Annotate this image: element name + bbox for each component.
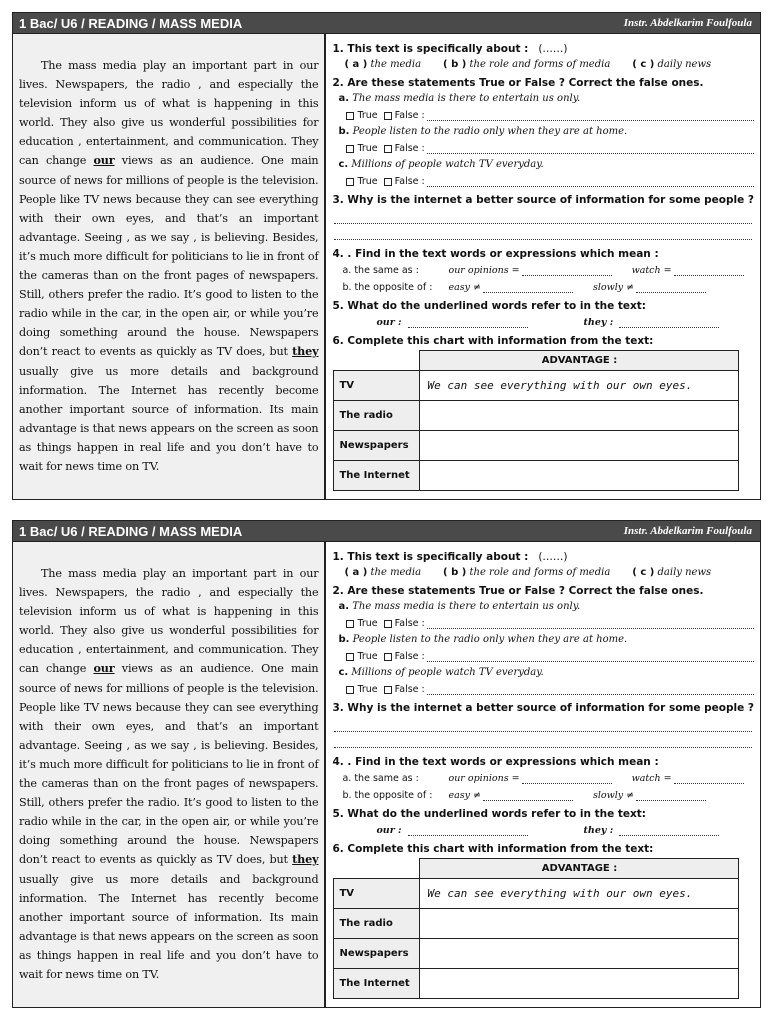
underlined-word-our: our [93,661,115,676]
statement-c: c. Millions of people watch TV everyday. [338,159,544,170]
chart-cell[interactable] [420,969,739,999]
chart-cell[interactable] [420,939,739,969]
chart-row-label: TV [334,879,420,909]
question-5: 5. What do the underlined words refer to in the text: [332,300,646,312]
false-checkbox[interactable] [384,145,392,153]
chart-row-label: The radio [334,401,420,431]
worksheet-bottom [12,520,761,1008]
answer-blank[interactable]: (……) [538,43,568,55]
chart-cell[interactable] [420,909,739,939]
answer-line[interactable] [334,208,752,224]
true-checkbox[interactable] [346,653,354,661]
statement-c: c. Millions of people watch TV everyday. [338,667,544,678]
statement-a: a. The mass media is there to entertain us only. [338,601,581,612]
vocab-row-b: b. the opposite of : easy ≠ slowly ≠ [332,279,754,296]
question-1: 1. This text is specifically about : (……) [332,43,568,55]
true-false-a: True False : [332,107,754,124]
reference-row: our : they : [332,314,754,331]
answer-blank[interactable]: (……) [538,551,568,563]
correction-line[interactable] [427,652,754,662]
reference-row: our : they : [332,822,754,839]
true-checkbox[interactable] [346,145,354,153]
true-false-c: True False : [332,173,754,190]
answer-line[interactable] [334,716,752,732]
option-b[interactable]: ( b ) the role and forms of media [443,59,611,70]
advantage-header: ADVANTAGE : [420,859,739,879]
answer-line[interactable] [483,283,573,293]
chart-cell[interactable]: We can see everything with our own eyes. [420,879,739,909]
correction-line[interactable] [427,111,754,121]
correction-line[interactable] [427,144,754,154]
option-c[interactable]: ( c ) daily news [632,567,712,578]
advantage-chart [333,858,739,999]
answer-line[interactable] [522,266,612,276]
correction-line[interactable] [427,177,754,187]
question-4: 4. . Find in the text words or expressions which mean : [332,756,659,768]
underlined-word-they: they [292,852,319,867]
answer-line[interactable] [522,774,612,784]
question-1-options [332,565,754,581]
answer-line[interactable] [334,224,752,240]
chart-row-label: Newspapers [334,431,420,461]
false-checkbox[interactable] [384,653,392,661]
question-5: 5. What do the underlined words refer to in the text: [332,808,646,820]
instructor-name: Instr. Abdelkarim Foulfoula [623,17,752,29]
option-c[interactable]: ( c ) daily news [632,59,712,70]
question-2: 2. Are these statements True or False ? Correct the false ones. [332,585,704,597]
statement-b: b. People listen to the radio only when they are at home. [338,634,628,645]
chart-row-label: The Internet [334,969,420,999]
worksheet-header [12,520,761,542]
option-a[interactable]: ( a ) the media [344,59,422,70]
true-false-a: True False : [332,615,754,632]
answer-line[interactable] [674,266,744,276]
question-6: 6. Complete this chart with information from the text: [332,335,654,347]
vocab-row-a: a. the same as : our opinions = watch = [332,770,754,787]
worksheet-title: 1 Bac/ U6 / READING / MASS MEDIA [19,523,243,539]
advantage-header: ADVANTAGE : [420,351,739,371]
questions-panel [326,542,760,1007]
false-checkbox[interactable] [384,686,392,694]
vocab-row-b: b. the opposite of : easy ≠ slowly ≠ [332,787,754,804]
answer-line[interactable] [334,732,752,748]
chart-row-label: The radio [334,909,420,939]
chart-row-label: TV [334,371,420,401]
true-checkbox[interactable] [346,686,354,694]
reading-text: The mass media play an important part in our lives. Newspapers, the radio , and especially the television inform us of what is happening in this world. They also give us wonderful possibilities for education , entertainment, and communication. They can change our views as an audience. One main source of news for millions of people is the television. People like TV news because they can see everything with their own eyes, and that’s an important advantage. Seeing , as we say , is believing. Besides, it’s much more difficult for politicians to lie in front of the cameras than on the front pages of newspapers. Still, others prefer the radio. It’s good to listen to the radio while in the car, in the open air, or while you’re doing something around the house. Newspapers don’t react to events as quickly as TV does, but they usually give us more details and background information. The Internet has recently become another important source of information. Its main advantage is that news appears on the screen as soon as things happen in real life and you don’t have to wait for news time on TV. [19,59,319,473]
reading-passage [13,34,326,499]
question-1-options [332,57,754,73]
chart-cell[interactable] [420,461,739,491]
answer-line[interactable] [408,826,528,836]
questions-panel [326,34,760,499]
question-4: 4. . Find in the text words or expressions which mean : [332,248,659,260]
option-a[interactable]: ( a ) the media [344,567,422,578]
correction-line[interactable] [427,619,754,629]
vocab-row-a: a. the same as : our opinions = watch = [332,262,754,279]
answer-line[interactable] [619,318,719,328]
answer-line[interactable] [674,774,744,784]
reading-text: The mass media play an important part in our lives. Newspapers, the radio , and especially the television inform us of what is happening in this world. They also give us wonderful possibilities for education , entertainment, and communication. They can change our views as an audience. One main source of news for millions of people is the television. People like TV news because they can see everything with their own eyes, and that’s an important advantage. Seeing , as we say , is believing. Besides, it’s much more difficult for politicians to lie in front of the cameras than on the front pages of newspapers. Still, others prefer the radio. It’s good to listen to the radio while in the car, in the open air, or while you’re doing something around the house. Newspapers don’t react to events as quickly as TV does, but they usually give us more details and background information. The Internet has recently become another important source of information. Its main advantage is that news appears on the screen as soon as things happen in real life and you don’t have to wait for news time on TV. [19,567,319,981]
worksheet-header [12,12,761,34]
chart-cell[interactable] [420,431,739,461]
question-2: 2. Are these statements True or False ? Correct the false ones. [332,77,704,89]
question-1: 1. This text is specifically about : (……) [332,551,568,563]
option-b[interactable]: ( b ) the role and forms of media [443,567,611,578]
statement-b: b. People listen to the radio only when they are at home. [338,126,628,137]
chart-row-label: The Internet [334,461,420,491]
underlined-word-our: our [93,153,115,168]
answer-line[interactable] [636,791,706,801]
true-false-b: True False : [332,648,754,665]
underlined-word-they: they [292,344,319,359]
correction-line[interactable] [427,685,754,695]
false-checkbox[interactable] [384,112,392,120]
reading-passage [13,542,326,1007]
chart-row-label: Newspapers [334,939,420,969]
true-false-b: True False : [332,140,754,157]
worksheet-title: 1 Bac/ U6 / READING / MASS MEDIA [19,15,243,31]
advantage-chart [333,350,739,491]
true-checkbox[interactable] [346,620,354,628]
true-checkbox[interactable] [346,112,354,120]
chart-cell[interactable]: We can see everything with our own eyes. [420,371,739,401]
answer-line[interactable] [619,826,719,836]
question-3: 3. Why is the internet a better source of information for some people ? [332,702,754,714]
question-3: 3. Why is the internet a better source of information for some people ? [332,194,754,206]
false-checkbox[interactable] [384,178,392,186]
answer-line[interactable] [408,318,528,328]
instructor-name: Instr. Abdelkarim Foulfoula [623,525,752,537]
false-checkbox[interactable] [384,620,392,628]
question-6: 6. Complete this chart with information from the text: [332,843,654,855]
true-false-c: True False : [332,681,754,698]
answer-line[interactable] [483,791,573,801]
true-checkbox[interactable] [346,178,354,186]
answer-line[interactable] [636,283,706,293]
chart-cell[interactable] [420,401,739,431]
worksheet-top [12,12,761,500]
statement-a: a. The mass media is there to entertain us only. [338,93,581,104]
